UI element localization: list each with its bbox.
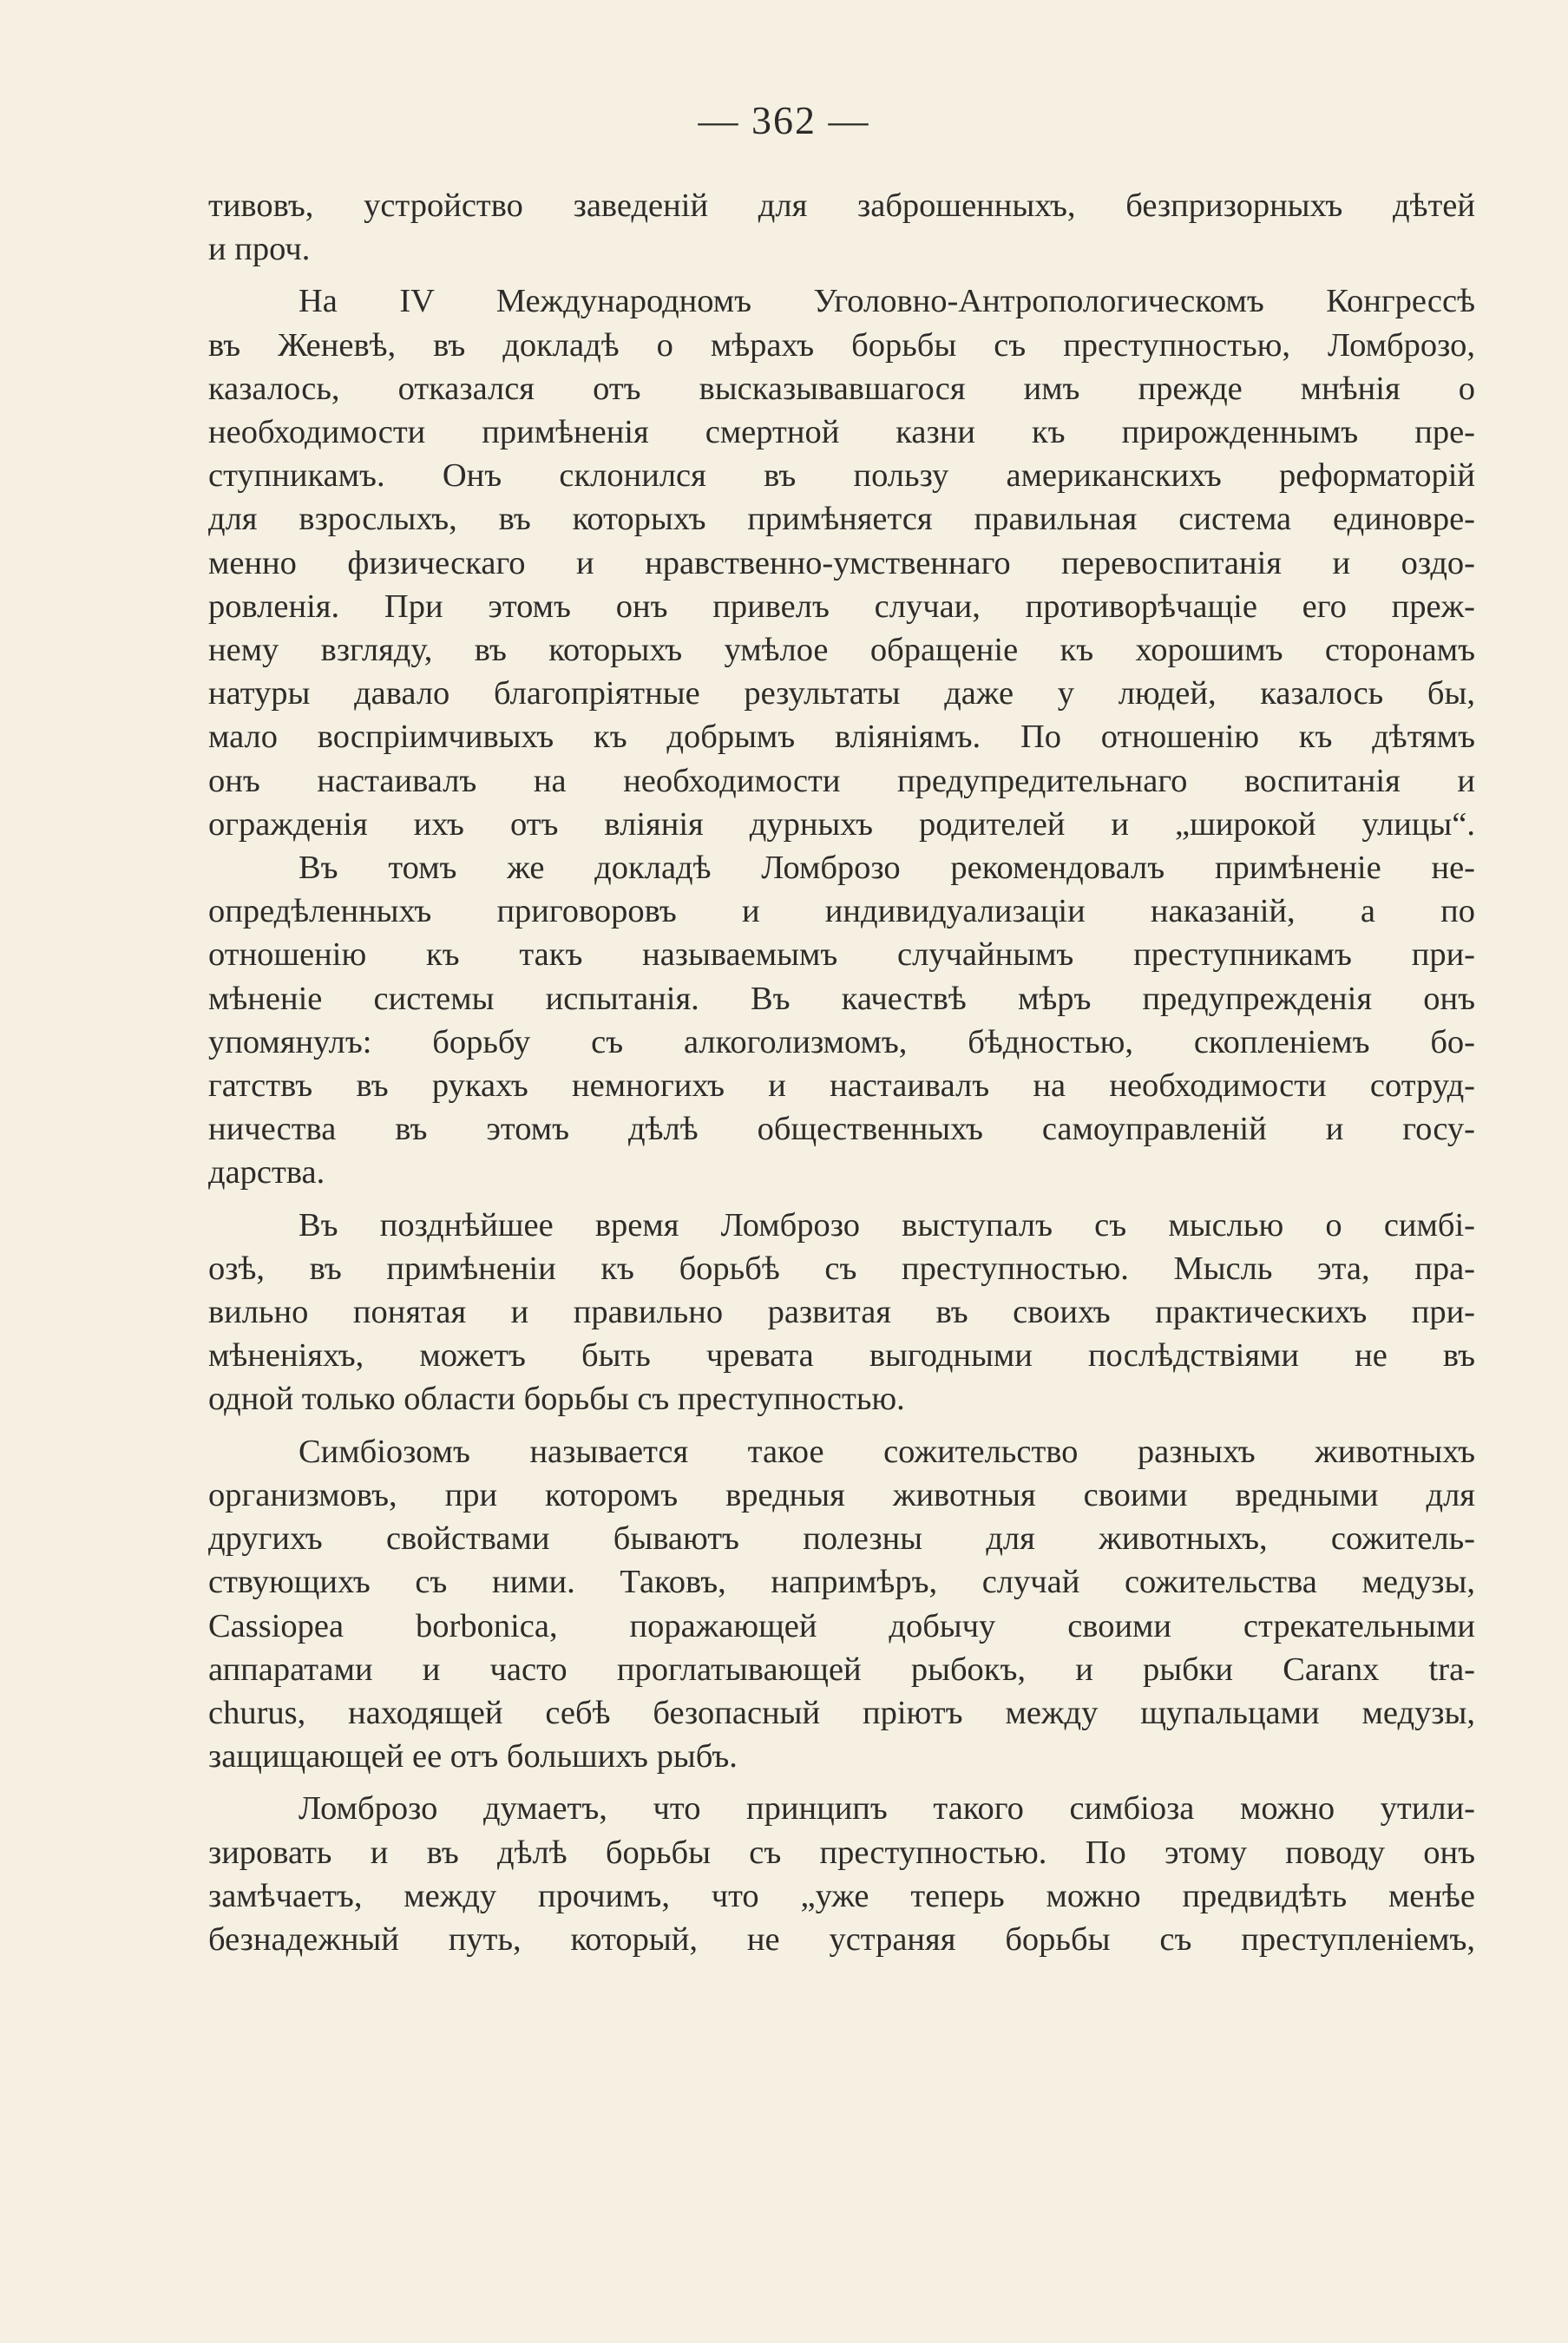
text-line: вильно понятая и правильно развитая въ своихъ практическихъ при- [208, 1294, 1475, 1331]
text-line: аппаратами и часто проглатывающей рыбокъ, и рыбки Caranx tra- [208, 1651, 1475, 1688]
text-line: мало воспріимчивыхъ къ добрымъ вліяніямъ. По отношенію къ дѣтямъ [208, 719, 1475, 756]
paragraph [208, 846, 1475, 1195]
paragraph [208, 279, 1475, 846]
text-line: упомянулъ: борьбу съ алкоголизмомъ, бѣдностью, скопленіемъ бо- [208, 1023, 1475, 1060]
text-line: зировать и въ дѣлѣ борьбы съ преступностью. По этому поводу онъ [208, 1834, 1475, 1871]
text-line: нему взгляду, въ которыхъ умѣлое обращеніе къ хорошимъ сторонамъ [208, 632, 1475, 669]
text-line: ступникамъ. Онъ склонился въ пользу американскихъ реформаторій [208, 457, 1475, 495]
text-line: На IV Международномъ Уголовно-Антропологическомъ Конгрессѣ [299, 283, 1475, 320]
text-line: защищающей ее отъ большихъ рыбъ. [208, 1738, 738, 1775]
text-line: тивовъ, устройство заведеній для заброшенныхъ, безпризорныхъ дѣтей [208, 187, 1475, 224]
text-line: Cassiopea borbonica, поражающей добычу своими стрекательными [208, 1607, 1475, 1644]
text-line: замѣчаетъ, между прочимъ, что „уже теперь можно предвидѣть менѣе [208, 1877, 1475, 1914]
text-line: необходимости примѣненія смертной казни къ прирожденнымъ пре- [208, 414, 1475, 451]
text-line: озѣ, въ примѣненіи къ борьбѣ съ преступностью. Мысль эта, пра- [208, 1250, 1475, 1287]
paragraph [208, 1204, 1475, 1421]
text-line: огражденія ихъ отъ вліянія дурныхъ родителей и „широкой улицы“. [208, 805, 1475, 843]
text-line: ствующихъ съ ними. Таковъ, напримѣръ, случай сожительства медузы, [208, 1564, 1475, 1601]
text-line: Ломброзо думаетъ, что принципъ такого симбіоза можно утили- [299, 1790, 1475, 1828]
text-line: мѣненіяхъ, можетъ быть чревата выгодными послѣдствіями не въ [208, 1337, 1475, 1375]
paragraph [208, 184, 1475, 271]
text-line: въ Женевѣ, въ докладѣ о мѣрахъ борьбы съ преступностью, Ломброзо, [208, 326, 1475, 364]
text-line: Въ позднѣйшее время Ломброзо выступалъ съ мыслью о симбі- [299, 1206, 1475, 1244]
paragraph [208, 1430, 1475, 1779]
text-line: безнадежный путь, который, не устраняя борьбы съ преступленіемъ, [208, 1920, 1475, 1958]
text-line: организмовъ, при которомъ вредныя животныя своими вредными для [208, 1476, 1475, 1513]
text-line: ровленія. При этомъ онъ привелъ случаи, противорѣчащіе его преж- [208, 587, 1475, 625]
text-line: Въ томъ же докладѣ Ломброзо рекомендовалъ примѣненіе не- [299, 850, 1475, 887]
text-line: дарства. [208, 1154, 325, 1191]
text-line: для взрослыхъ, въ которыхъ примѣняется правильная система единовре- [208, 501, 1475, 538]
text-line: гатствъ въ рукахъ немногихъ и настаивалъ на необходимости сотруд- [208, 1067, 1475, 1105]
text-line: опредѣленныхъ приговоровъ и индивидуализаціи наказаній, а по [208, 893, 1475, 930]
text-line: натуры давало благопріятные результаты даже у людей, казалось бы, [208, 675, 1475, 712]
text-line: казалось, отказался отъ высказывавшагося имъ прежде мнѣнія о [208, 370, 1475, 407]
paragraph [208, 1787, 1475, 1961]
text-line: и проч. [208, 231, 311, 268]
text-line: мѣненіе системы испытанія. Въ качествѣ мѣръ предупрежденія онъ [208, 980, 1475, 1017]
text-line: другихъ свойствами бываютъ полезны для животныхъ, сожитель- [208, 1520, 1475, 1558]
text-line: одной только области борьбы съ преступностью. [208, 1381, 905, 1418]
page-number: — 362 — [698, 98, 870, 142]
body-text [208, 184, 1475, 1961]
text-line: онъ настаивалъ на необходимости предупредительнаго воспитанія и [208, 762, 1475, 799]
text-line: Симбіозомъ называется такое сожительство разныхъ животныхъ [299, 1433, 1475, 1470]
text-line: ничества въ этомъ дѣлѣ общественныхъ самоуправленій и госу- [208, 1111, 1475, 1148]
text-line: churus, находящей себѣ безопасный пріютъ между щупальцами медузы, [208, 1694, 1475, 1731]
text-line: отношенію къ такъ называемымъ случайнымъ преступникамъ при- [208, 936, 1475, 974]
text-line: менно физическаго и нравственно-умственнаго перевоспитанія и оздо- [208, 544, 1475, 581]
